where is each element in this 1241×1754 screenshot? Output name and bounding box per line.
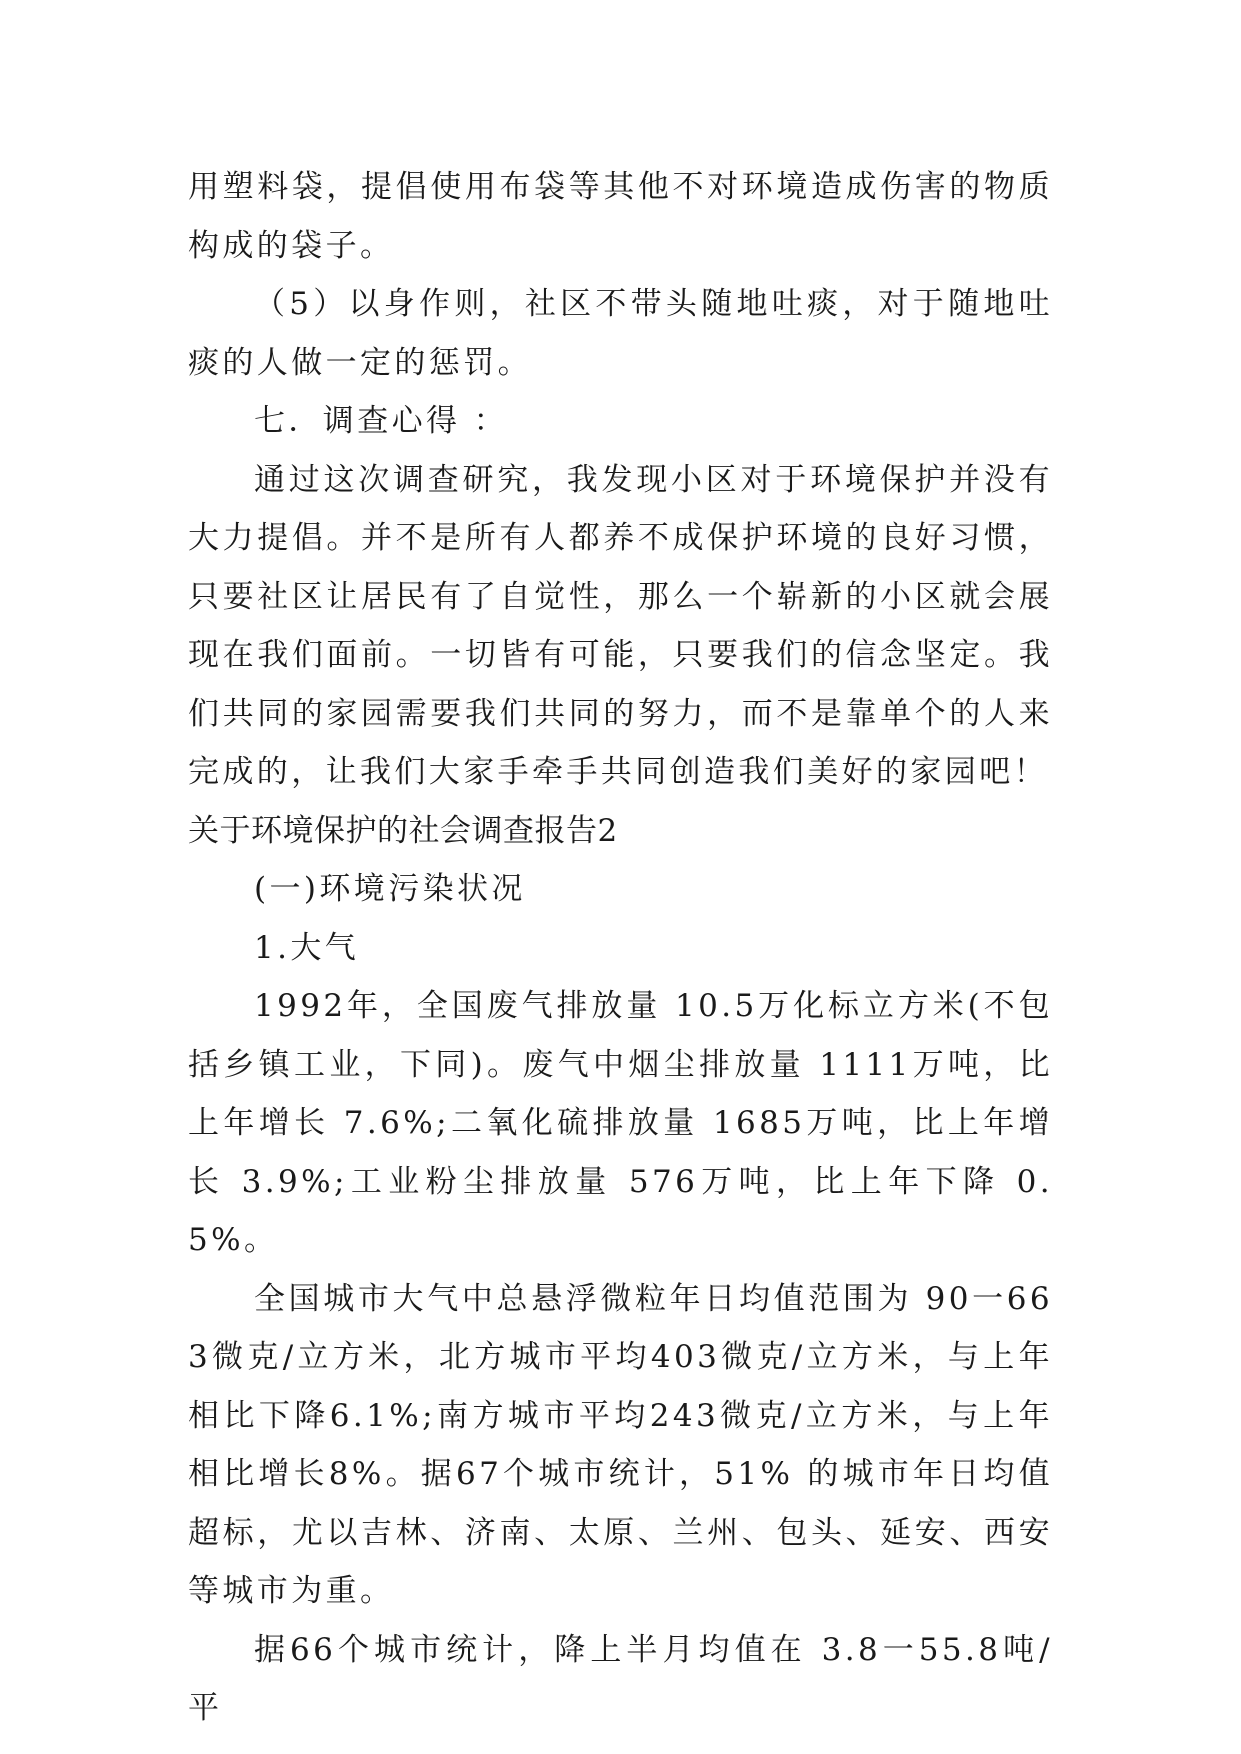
- paragraph-particulate-matter: 全国城市大气中总悬浮微粒年日均值范围为 90一663微克/立方米，北方城市平均403微克/立方米，与上年相比下降6.1%;南方城市平均243微克/立方米，与上年相比增长8%。据67个城市统计，51% 的城市年日均值超标，尤以吉林、济南、太原、兰州、包头、延安、西安等城市为重。: [188, 1280, 1053, 1609]
- paragraph-emissions-1992: 1992年，全国废气排放量 10.5万化标立方米(不包括乡镇工业，下同)。废气中烟尘排放量 1111万吨，比上年增长 7.6%;二氧化硫排放量 1685万吨，比上年增长 3.9%;工业粉尘排放量 576万吨，比上年下降 0.5%。: [188, 988, 1053, 1258]
- paragraph-plastic-bags: 用塑料袋，提倡使用布袋等其他不对环境造成伤害的物质构成的袋子。: [188, 169, 1053, 264]
- paragraph-section-seven-heading: 七．调查心得 ：: [254, 403, 509, 439]
- paragraph-pollution-status-heading: (一)环境污染状况: [254, 871, 526, 907]
- document-page: [188, 158, 1053, 1738]
- paragraph-survey-reflection: 通过这次调查研究，我发现小区对于环境保护并没有大力提倡。并不是所有人都养不成保护环境的良好习惯，只要社区让居民有了自觉性，那么一个崭新的小区就会展现在我们面前。一切皆有可能，只要我们的信念坚定。我们共同的家园需要我们共同的努力，而不是靠单个的人来完成的，让我们大家手牵手共同创造我们美好的家园吧！: [188, 461, 1053, 790]
- paragraph-dustfall: 据66个城市统计，降上半月均值在 3.8一55.8吨/平: [188, 1631, 1053, 1726]
- paragraph-item-5: （5）以身作则，社区不带头随地吐痰，对于随地吐痰的人做一定的惩罚。: [188, 286, 1053, 381]
- report-title: 关于环境保护的社会调查报告2: [188, 812, 618, 849]
- paragraph-atmosphere-heading: 1.大气: [254, 929, 360, 966]
